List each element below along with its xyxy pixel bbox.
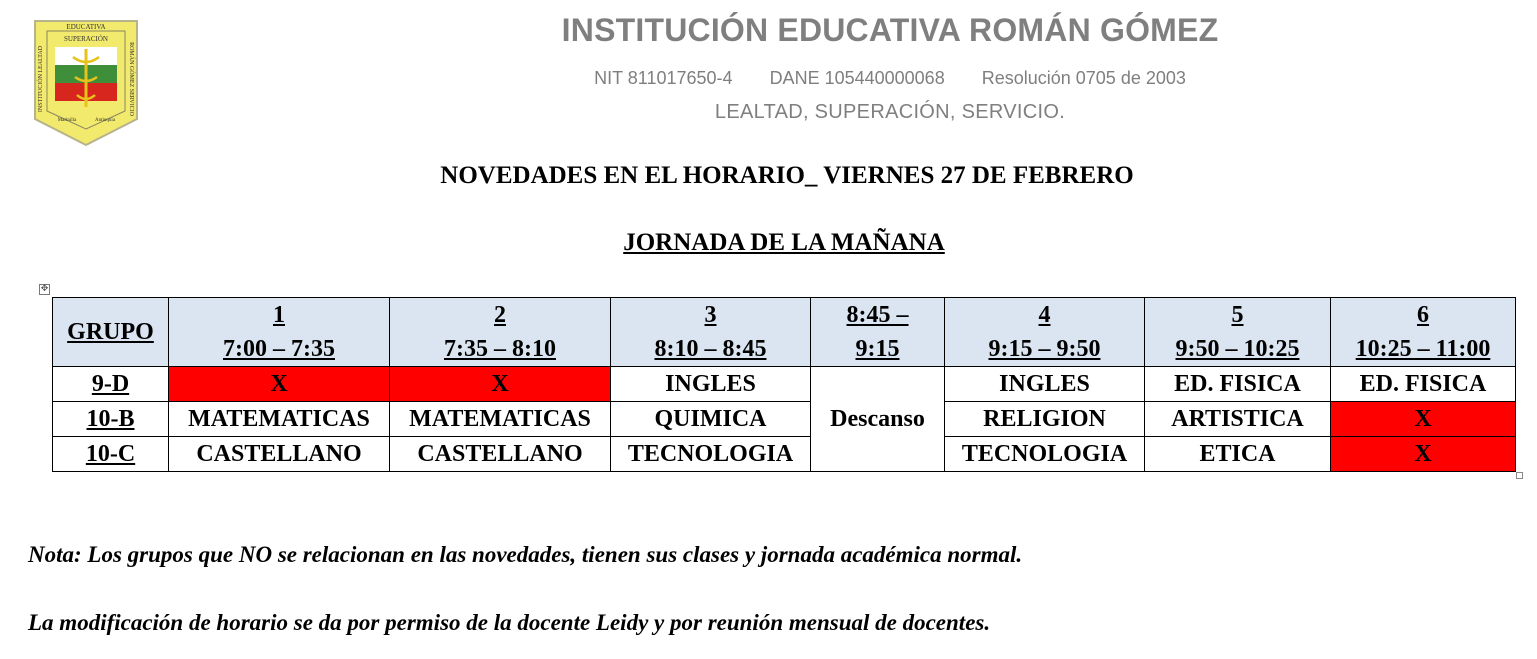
cancelled-cell: X — [1331, 437, 1516, 472]
resolution-label: Resolución 0705 de 2003 — [981, 68, 1186, 88]
subject-cell: MATEMATICAS — [390, 402, 611, 437]
subject-cell: INGLES — [945, 367, 1145, 402]
break-cell: Descanso — [811, 367, 945, 472]
group-cell: 10-C — [53, 437, 169, 472]
header-group: GRUPO — [53, 298, 169, 367]
logo-bottom-left: Marinilla — [57, 118, 77, 123]
logo-right-text: ROMÁN GÓMEZ SERVICIO — [128, 42, 134, 116]
group-cell: 9-D — [53, 367, 169, 402]
institution-motto: LEALTAD, SUPERACIÓN, SERVICIO. — [714, 101, 1066, 123]
header-period: 5 9:50 – 10:25 — [1145, 298, 1331, 367]
note-normal-schedule: Nota: Los grupos que NO se relacionan en las novedades, tienen sus clases y jornada académica normal. — [28, 542, 1023, 567]
subject-cell: QUIMICA — [611, 402, 811, 437]
subject-cell: ETICA — [1145, 437, 1331, 472]
header-break: 8:45 – 9:15 — [811, 298, 945, 367]
subject-cell: RELIGION — [945, 402, 1145, 437]
nit-label: NIT 811017650-4 — [594, 68, 733, 88]
cancelled-cell: X — [1331, 402, 1516, 437]
institution-identifiers — [520, 68, 1260, 89]
subject-cell: ED. FISICA — [1331, 367, 1516, 402]
document-title: NOVEDADES EN EL HORARIO_ VIERNES 27 DE FEBRERO — [440, 162, 1134, 189]
subject-cell: CASTELLANO — [169, 437, 390, 472]
subject-cell: ARTISTICA — [1145, 402, 1331, 437]
table-row — [53, 402, 1516, 437]
logo-band-text: SUPERACIÓN — [64, 35, 108, 43]
table-move-handle-icon[interactable]: ✥ — [40, 284, 49, 294]
cancelled-cell: X — [169, 367, 390, 402]
logo-top-text: EDUCATIVA — [66, 23, 106, 31]
table-row — [53, 437, 1516, 472]
note-modification-reason: La modificación de horario se da por permiso de la docente Leidy y por reunión mensual de docentes. — [28, 610, 991, 635]
group-cell: 10-B — [53, 402, 169, 437]
header-period: 6 10:25 – 11:00 — [1331, 298, 1516, 367]
subject-cell: MATEMATICAS — [169, 402, 390, 437]
subject-cell: CASTELLANO — [390, 437, 611, 472]
subject-cell: TECNOLOGIA — [611, 437, 811, 472]
institution-name: INSTITUCIÓN EDUCATIVA ROMÁN GÓMEZ — [561, 12, 1219, 48]
table-resize-handle[interactable] — [1516, 472, 1523, 479]
logo-left-text: INSTITUCIÓN LEALTAD — [38, 45, 44, 113]
cancelled-cell: X — [390, 367, 611, 402]
document-subtitle: JORNADA DE LA MAÑANA — [623, 229, 945, 256]
header-period: 3 8:10 – 8:45 — [611, 298, 811, 367]
subject-cell: TECNOLOGIA — [945, 437, 1145, 472]
subject-cell: ED. FISICA — [1145, 367, 1331, 402]
header-period: 2 7:35 – 8:10 — [390, 298, 611, 367]
header-period: 4 9:15 – 9:50 — [945, 298, 1145, 367]
subject-cell: INGLES — [611, 367, 811, 402]
header-period: 1 7:00 – 7:35 — [169, 298, 390, 367]
table-header-row — [53, 298, 1516, 367]
dane-label: DANE 105440000068 — [769, 68, 945, 88]
school-crest-logo — [33, 19, 139, 147]
table-row — [53, 367, 1516, 402]
logo-bottom-right: Antioquia — [95, 118, 115, 123]
schedule-table — [52, 297, 1516, 472]
